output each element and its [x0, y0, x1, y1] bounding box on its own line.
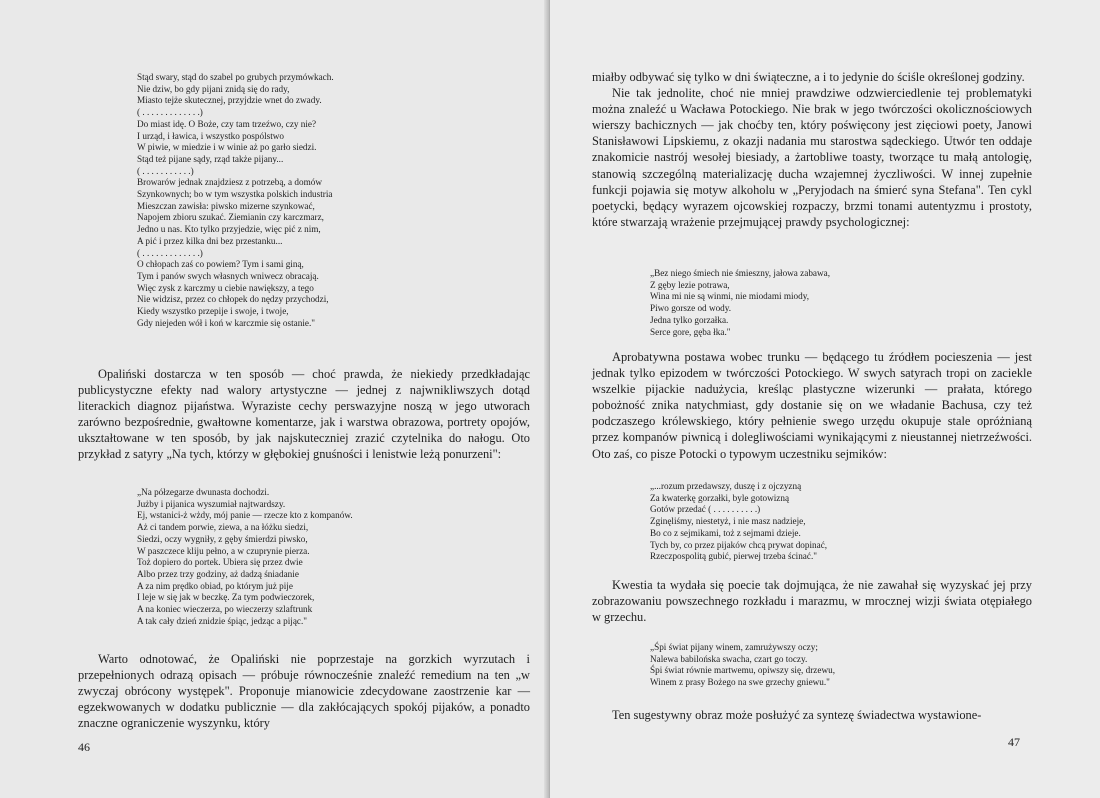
verse-line: Miasto tejże skutecznej, przyjdzie wnet do zwady. [137, 95, 322, 106]
verse-line: Ej, wstanici-ż wżdy, mój panie — rzecze kto z kompanów. [137, 510, 353, 521]
verse-line: Jedna tylko gorzałka. [650, 314, 729, 325]
verse-line: Napojem zbioru szukać. Ziemianin czy karczmarz, [137, 212, 324, 223]
verse-line: Siedzi, oczy wygniły, z gęby śmierdzi piwsko, [137, 533, 308, 544]
paragraph: Opaliński dostarcza w ten sposób — choć prawda, że niekiedy przedkładając publicystyczne efekty nad walory artystyczne — jednej z najwnikliwszych dotąd literackich diagnoz pijaństwa. Wyraziste cechy perswazyjne noszą w jego utworach zarówno bezpośrednie, gwałtowne komentarze, jak i warstwa obrazowa, portrety opojów, ukształtowane w ten sposób, by jak najskuteczniej zrazić czytelnika do nałogu. Oto przykład z satyry „Na tych, którzy w głębokiej gnuśności i lenistwie leżą ponurzeni": [78, 367, 530, 462]
verse-line: Serce gore, gęba łka." [650, 326, 731, 337]
verse-line: „...rozum przedawszy, duszę i z ojczyzną [650, 481, 802, 491]
verse-line: Stąd swary, stąd do szabel po grubych przymówkach. [137, 72, 334, 82]
verse-line: Szynkownych; bo w tym wszystka polskich industria [137, 189, 333, 200]
verse-line: I leje w się jak w beczkę. Za tym podwieczorek, [137, 592, 315, 603]
verse-line: „Śpi świat pijany winem, zamrużywszy oczy; [650, 642, 818, 652]
paragraph: Warto odnotować, że Opaliński nie poprzestaje na gorzkich wyrzutach i przepełnionych odrazą opisach — próbuje równocześnie znaleźć remedium na ten „w zwyczaj obrócony występek". Proponuje mianowicie zdecydowane zaostrzenie kar — egzekwowanych w dodatku publicznie — dla zakłócających spokój pijaków, a ponadto znaczne ograniczenie wyszynku, który [78, 652, 530, 731]
paragraph: Ten sugestywny obraz może posłużyć za syntezę świadectwa wystawione- [612, 708, 982, 722]
verse-line: Stąd też pijane sądy, rząd także pijany... [137, 153, 284, 164]
right-page [550, 0, 1100, 798]
verse-block-peryjody [650, 268, 900, 338]
verse-line: Kiedy wszystko przepije i swoje, i twoje, [137, 306, 289, 317]
verse-line: Z gęby lezie potrawa, [650, 279, 730, 290]
verse-line: I urząd, i ławica, i wszystko pospólstwo [137, 130, 284, 141]
verse-line: Mieszczan zawisła: piwsko mizerne szynkować, [137, 200, 315, 211]
verse-line: Śpi świat równie martwemu, opiwszy się, drzewu, [650, 665, 835, 676]
verse-line: A tak cały dzień znidzie śpiąc, jedząc a pijąc." [137, 615, 308, 626]
verse-line: W paszczece kliju pełno, a w czuprynie pierza. [137, 545, 310, 556]
paragraph: Aprobatywna postawa wobec trunku — będącego tu źródłem pocieszenia — jest jednak tylko epizodem w twórczości Potockiego. W swych satyrach tropi on zaciekle wszelkie pijackie nadużycia, kreśląc plastyczne wizerunki — prałata, którego pobożność znika natychmiast, gdy dostanie się on we władanie Bachusa, czy też podczaszego królewskiego, który pełnienie swego urzędu okupuje stale opróżnianą przez kompanów piwnicą i dolegliwościami wynikającymi z nieustannej nietrzeźwości. Oto zaś, co pisze Potocki o typowym uczestniku sejmików: [592, 350, 1032, 461]
verse-line: ( . . . . . . . . . . . . .) [137, 107, 203, 118]
verse-line: Nalewa babilońska swacha, czart go toczy. [650, 653, 808, 664]
verse-line: Tym i panów swych własnych wniwecz obracają. [137, 270, 319, 281]
verse-line: Tych by, co przez pijaków chcą prywat dopinać, [650, 539, 828, 550]
verse-line: Aż ci tandem porwie, ziewa, a na łóżku siedzi, [137, 522, 309, 533]
left-page [0, 0, 548, 798]
verse-line: „Na półzegarze dwunasta dochodzi. [137, 487, 270, 497]
verse-line: A pić i przez kilka dni bez przestanku... [137, 235, 283, 246]
body-text-block [78, 366, 530, 463]
verse-line: Jużby i pijanica wyszumiał najtwardszy. [137, 498, 286, 509]
verse-line: A za nim prędko obiad, po którym już pije [137, 580, 293, 591]
body-text-block [592, 577, 1032, 625]
body-text-block [592, 707, 1032, 723]
page-number: 47 [1008, 735, 1020, 749]
verse-block-swiat [650, 642, 910, 689]
page-number: 46 [78, 740, 90, 754]
body-text-block [592, 349, 1032, 462]
verse-line: Rzeczpospolitą gubić, pierwej trzeba ścinać." [650, 551, 818, 562]
verse-block-top [137, 72, 397, 329]
verse-line: Zginęliśmy, niestetyż, i nie masz nadzieje, [650, 516, 806, 527]
verse-line: Do miast idę. O Boże, czy tam trzeźwo, czy nie? [137, 118, 317, 129]
paragraph: Kwestia ta wydała się poecie tak dojmująca, że nie zawahał się wyzyskać jej przy zobrazowaniu powszechnego rozkładu i marazmu, w mrocznej wizji świata otępiałego w grzechu. [592, 578, 1032, 625]
verse-line: „Bez niego śmiech nie śmieszny, jałowa zabawa, [650, 268, 831, 278]
verse-line: Nie dziw, bo gdy pijani znidą się do rady, [137, 83, 290, 94]
body-text-block [592, 69, 1032, 230]
body-text-block [78, 651, 530, 731]
verse-line: O chłopach zaś co powiem? Tym i sami giną, [137, 259, 304, 270]
verse-line: W piwie, w miedzie i w winie aż po garło siedzi. [137, 142, 317, 153]
verse-line: Piwo gorsze od wody. [650, 303, 732, 314]
verse-line: Bo co z sejmikami, toż z sejmami dzieje. [650, 527, 801, 538]
verse-line: Gdy niejeden wół i koń w karczmie się ostanie." [137, 317, 316, 328]
verse-line: Browarów jednak znajdziesz z potrzebą, a domów [137, 177, 322, 188]
verse-line: ( . . . . . . . . . . .) [137, 165, 194, 176]
verse-line: Wina mi nie są winmi, nie miodami miody, [650, 291, 810, 302]
verse-block-satire [137, 487, 437, 627]
paragraph: Nie tak jednolite, choć nie mniej prawdziwe odzwierciedlenie tej problematyki można znaleźć u Wacława Potockiego. Nie brak w jego twórczości okolicznościowych wierszy bachicznych — jak choćby ten, który poświęcony jest zięciowi poety, Janowi Stanisławowi Lipskiemu, z okazji nadania mu starostwa sądeckiego. Utwór ten oddaje znakomicie nastrój wesołej biesiady, a żartobliwe toasty, tworzące tu małą antologię, stanowią szczególną materializację ducha wzajemnej życzliwości. W innej zupełnie funkcji pojawia się motyw alkoholu w „Peryjodach na śmierć syna Stefana". Ten cykl poetycki, będący wyrazem ojcowskiej rozpaczy, brzmi tonami autentyzmu i prostoty, które stwarzają wrażenie przejmującej prawdy psychologicznej: [592, 86, 1032, 229]
verse-line: ( . . . . . . . . . . . . .) [137, 247, 203, 258]
paragraph: miałby odbywać się tylko w dni świąteczne, a i to jedynie do ściśle określonej godziny. [592, 70, 1025, 84]
verse-line: A na koniec wieczerza, po wieczerzy szlaftrunk [137, 604, 313, 615]
verse-line: Jedno u nas. Kto tylko przyjedzie, więc pić z nim, [137, 224, 321, 235]
verse-line: Toż dopiero do portek. Ubiera się przez dwie [137, 557, 303, 568]
verse-line: Nie widzisz, przez co chłopek do nędzy przychodzi, [137, 294, 329, 305]
verse-line: Winem z prasy Bożego na swe grzechy gniewu." [650, 677, 830, 688]
verse-line: Za kwaterkę gorzałki, byle gotowizną [650, 492, 790, 503]
verse-block-sejmiki [650, 481, 910, 563]
verse-line: Albo przez trzy godziny, aż dadzą śniadanie [137, 568, 299, 579]
verse-line: Więc zysk z karczmy u ciebie nawiększy, a tego [137, 282, 314, 293]
verse-line: Gotów przedać ( . . . . . . . . . .) [650, 504, 761, 515]
